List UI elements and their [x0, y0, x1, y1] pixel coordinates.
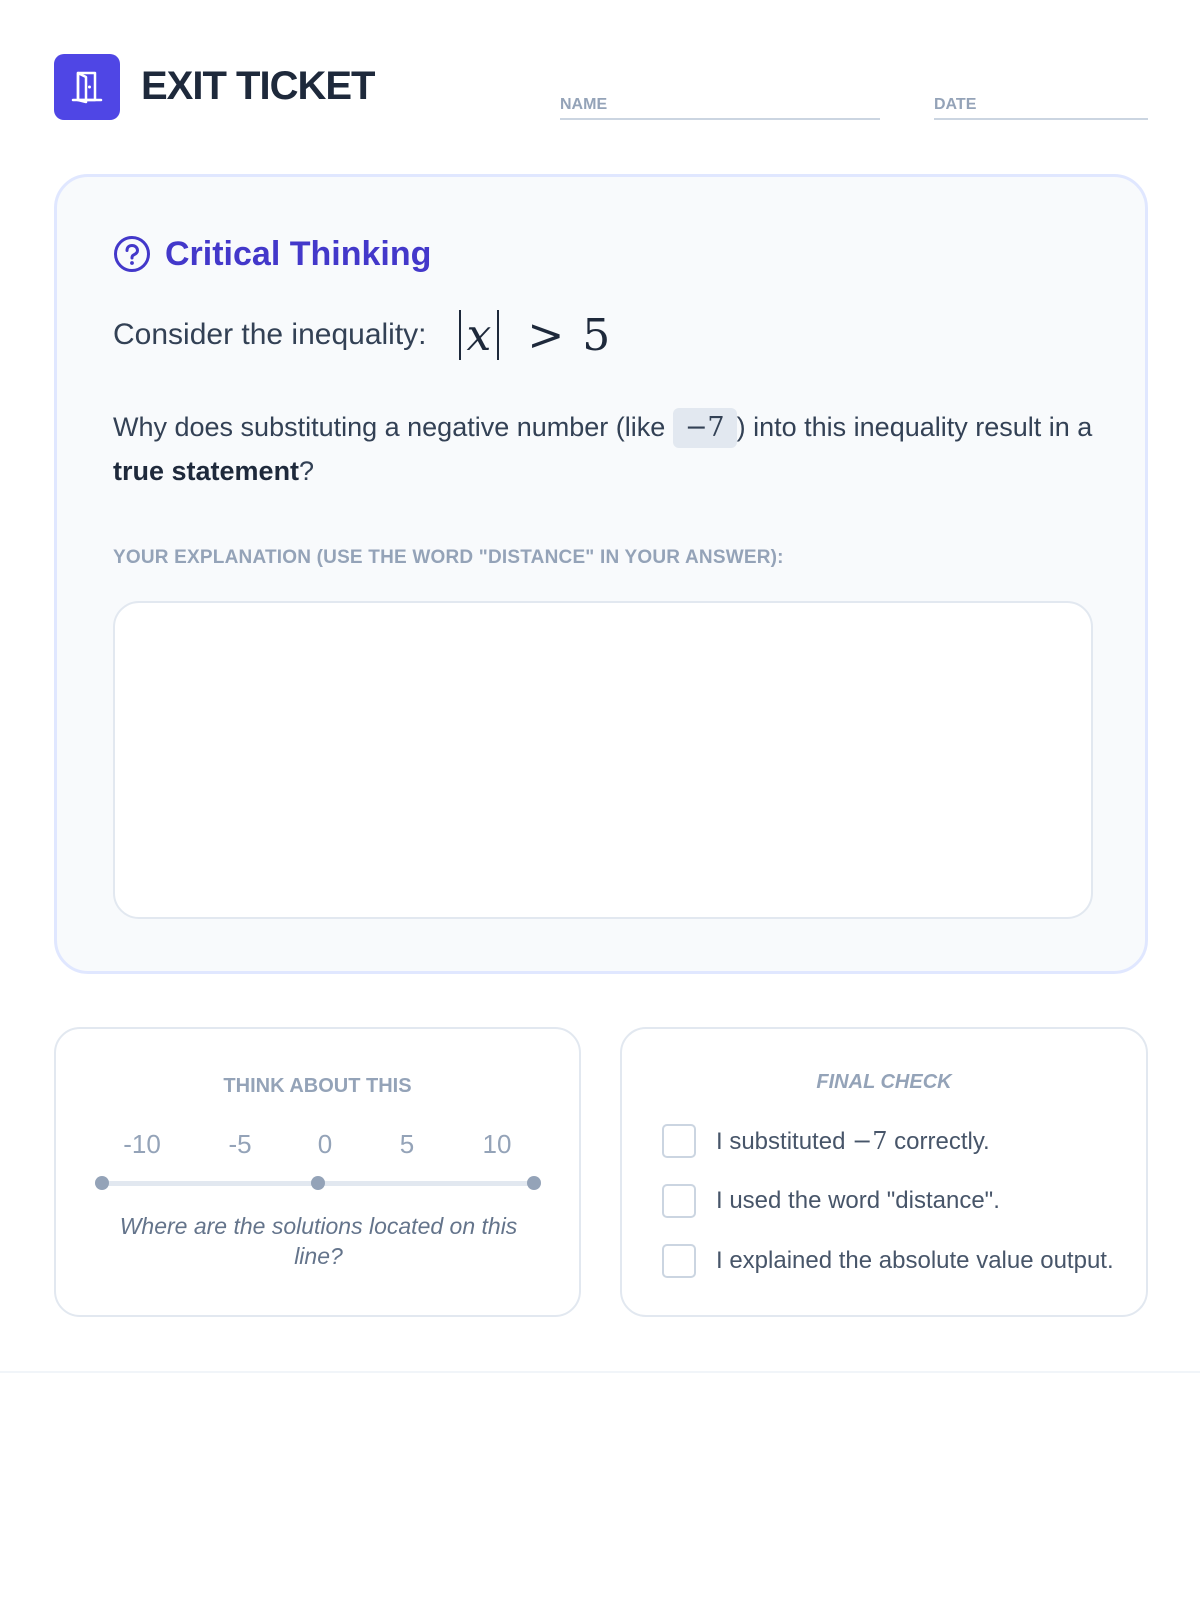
- date-field[interactable]: [934, 96, 1148, 120]
- number-line-point: [311, 1176, 325, 1190]
- explanation-label: YOUR EXPLANATION (USE THE WORD "DISTANCE" IN YOUR ANSWER):: [113, 547, 784, 568]
- number-line-point: [95, 1176, 109, 1190]
- checkbox[interactable]: [662, 1124, 696, 1158]
- inequality-line: [113, 307, 610, 363]
- inequality-expression: [453, 310, 611, 361]
- critical-thinking-card: [54, 174, 1148, 974]
- checklist-label: I explained the absolute value output.: [716, 1247, 1114, 1274]
- tick-label: 10: [482, 1129, 512, 1159]
- tick-label: 5: [399, 1129, 415, 1159]
- question-end: ?: [299, 456, 315, 486]
- door-icon: [68, 68, 106, 106]
- think-title: THINK ABOUT THIS: [223, 1075, 412, 1097]
- number-line-labels: [56, 1129, 579, 1169]
- footer-divider: [0, 1371, 1200, 1373]
- inequality-variable: x: [466, 309, 492, 361]
- logo: [54, 54, 120, 120]
- name-field[interactable]: [560, 96, 880, 120]
- checklist-label: [716, 1127, 990, 1156]
- number-line-caption: Where are the solutions located on this line?: [119, 1213, 518, 1269]
- checklist-label: I used the word "distance".: [716, 1187, 1000, 1214]
- tick-label: -5: [228, 1129, 252, 1159]
- final-check-card: [620, 1027, 1148, 1317]
- question-emphasis: true statement: [113, 456, 300, 486]
- example-chip: −7: [673, 408, 737, 448]
- name-label: NAME: [560, 96, 608, 113]
- checklist-item[interactable]: [662, 1184, 1000, 1218]
- section-heading: [113, 233, 431, 275]
- header: [54, 54, 1148, 120]
- checklist-math: −7: [852, 1126, 888, 1155]
- page-title: EXIT TICKET: [141, 64, 375, 108]
- absolute-bar-right: [497, 310, 499, 360]
- question-before: Why does substituting a negative number (like: [113, 412, 666, 442]
- section-title: Critical Thinking: [165, 234, 432, 273]
- final-check-title: FINAL CHECK: [816, 1071, 952, 1093]
- date-label: DATE: [934, 96, 977, 113]
- absolute-bar-left: [459, 310, 461, 360]
- tick-label: -10: [123, 1129, 161, 1159]
- question-circle-icon: [113, 235, 151, 273]
- checklist-item[interactable]: [662, 1244, 1114, 1278]
- checkbox[interactable]: [662, 1184, 696, 1218]
- checklist-text: I substituted: [716, 1127, 853, 1155]
- tick-label: 0: [317, 1129, 333, 1159]
- explanation-answer-box[interactable]: [113, 601, 1093, 919]
- number-line: [102, 1173, 534, 1193]
- checkbox[interactable]: [662, 1244, 696, 1278]
- inequality-value: 5: [582, 309, 611, 361]
- question-after: ) into this inequality result in a: [736, 412, 1093, 442]
- checklist-item[interactable]: [662, 1124, 990, 1158]
- inequality-operator: >: [527, 309, 565, 361]
- consider-text: Consider the inequality:: [113, 318, 427, 351]
- number-line-point: [527, 1176, 541, 1190]
- question-text: [113, 405, 1103, 493]
- checklist-text: correctly.: [887, 1127, 990, 1155]
- think-about-this-card: [54, 1027, 581, 1317]
